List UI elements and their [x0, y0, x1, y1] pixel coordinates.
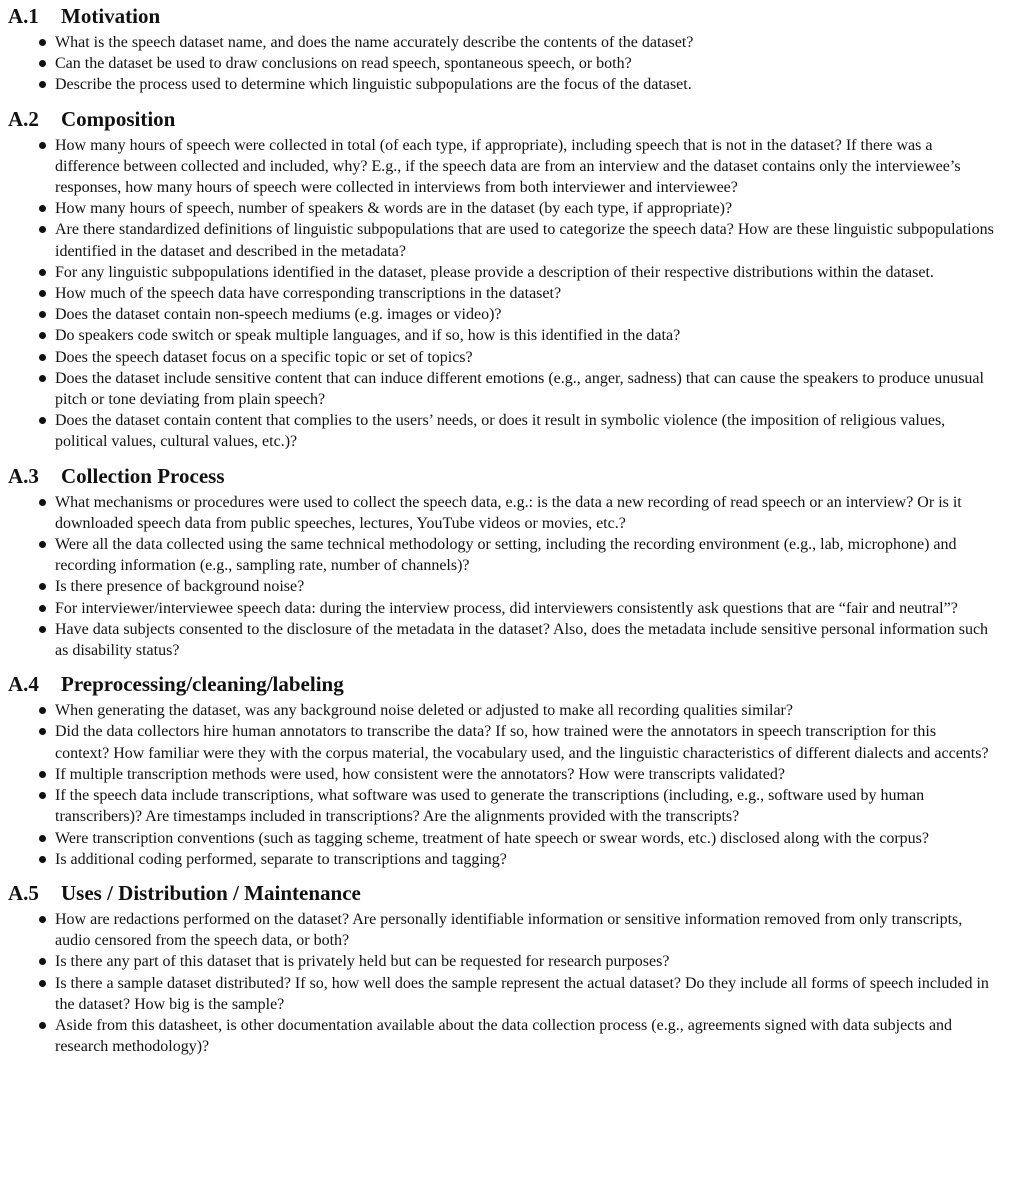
question-text: What mechanisms or procedures were used to collect the speech data, e.g.: is the data a new recording of read speech or an interview? Or is it downloaded speech data from public speeches, lectures, YouTube videos or movies, etc.? [55, 493, 962, 532]
bullet-icon [39, 605, 46, 612]
bullet-icon [39, 142, 46, 149]
bullet-icon [39, 499, 46, 506]
bullet-icon [39, 60, 46, 67]
question-item [8, 764, 994, 785]
question-item [8, 700, 994, 721]
question-item [8, 951, 994, 972]
bullet-icon [39, 1022, 46, 1029]
bullet-icon [39, 792, 46, 799]
question-item [8, 849, 994, 870]
question-item [8, 534, 994, 576]
question-item [8, 492, 994, 534]
section-heading [8, 464, 994, 488]
question-item [8, 1015, 994, 1057]
question-text: Is there any part of this dataset that is privately held but can be requested for research purposes? [55, 953, 670, 971]
bullet-icon [39, 354, 46, 361]
question-text: Did the data collectors hire human annotators to transcribe the data? If so, how trained were the annotators in speech transcription for this context? How familiar were they with the corpus material, the vocabulary used, and the linguistic characteristics of different dialects and accents? [55, 723, 989, 762]
question-list [8, 909, 994, 1057]
question-item [8, 619, 994, 661]
section-number: A.2 [8, 106, 39, 131]
question-text: For any linguistic subpopulations identified in the dataset, please provide a description of their respective distributions within the dataset. [55, 263, 934, 281]
section [8, 464, 994, 662]
question-item [8, 135, 994, 199]
question-text: Do speakers code switch or speak multiple languages, and if so, how is this identified in the data? [55, 327, 681, 345]
bullet-icon [39, 707, 46, 714]
question-item [8, 785, 994, 827]
question-text: Does the dataset contain content that complies to the users’ needs, or does it result in symbolic violence (the imposition of religious values, political values, cultural values, etc.)? [55, 412, 946, 451]
bullet-icon [39, 332, 46, 339]
question-text: Describe the process used to determine which linguistic subpopulations are the focus of the dataset. [55, 76, 692, 94]
bullet-icon [39, 626, 46, 633]
bullet-icon [39, 541, 46, 548]
bullet-icon [39, 39, 46, 46]
bullet-icon [39, 771, 46, 778]
question-text: How much of the speech data have corresponding transcriptions in the dataset? [55, 285, 562, 303]
question-text: For interviewer/interviewee speech data: during the interview process, did interviewers consistently ask questions that are “fair and neutral”? [55, 599, 958, 617]
question-text: Is there a sample dataset distributed? If so, how well does the sample represent the actual dataset? Do they include all forms of speech included in the dataset? How big is the sample? [55, 974, 989, 1013]
question-item [8, 973, 994, 1015]
section-heading [8, 107, 994, 131]
question-list [8, 700, 994, 870]
question-item [8, 198, 994, 219]
question-text: If multiple transcription methods were used, how consistent were the annotators? How were transcripts validated? [55, 765, 785, 783]
question-item [8, 410, 994, 452]
bullet-icon [39, 958, 46, 965]
question-text: Does the speech dataset focus on a specific topic or set of topics? [55, 348, 473, 366]
question-item [8, 576, 994, 597]
question-text: What is the speech dataset name, and does the name accurately describe the contents of the dataset? [55, 34, 694, 51]
bullet-icon [39, 916, 46, 923]
bullet-icon [39, 728, 46, 735]
bullet-icon [39, 81, 46, 88]
section-title: Uses / Distribution / Maintenance [61, 880, 361, 905]
question-item [8, 828, 994, 849]
section-number: A.3 [8, 463, 39, 488]
bullet-icon [39, 269, 46, 276]
question-text: How are redactions performed on the dataset? Are personally identifiable information or sensitive information removed from only transcripts, audio censored from the speech data, or both? [55, 910, 963, 950]
section-title: Composition [61, 106, 176, 131]
question-item [8, 347, 994, 368]
question-item [8, 219, 994, 261]
question-text: How many hours of speech were collected in total (of each type, if appropriate), including speech that is not in the dataset? If there was a difference between collected and included, why? E.g., if the speech data are from an interview and the dataset contains only the interviewee’s responses, how many hours of speech were collected in interviews from both interviewer and interviewee? [55, 136, 961, 197]
question-text: Is there presence of background noise? [55, 578, 305, 596]
bullet-icon [39, 290, 46, 297]
section-heading [8, 4, 994, 28]
bullet-icon [39, 856, 46, 863]
question-item [8, 283, 994, 304]
question-text: How many hours of speech, number of speakers & words are in the dataset (by each type, if appropriate)? [55, 200, 733, 218]
section-heading [8, 672, 994, 696]
question-text: If the speech data include transcriptions, what software was used to generate the transcriptions (including, e.g., software used by human transcribers)? Are timestamps included in transcriptions? Are the alignments provided with the transcripts? [55, 787, 925, 826]
section-heading [8, 881, 994, 905]
question-item [8, 262, 994, 283]
section [8, 881, 994, 1057]
question-item [8, 721, 994, 763]
section-title: Motivation [61, 4, 161, 28]
section [8, 672, 994, 870]
section-number: A.4 [8, 672, 39, 697]
question-text: Were all the data collected using the same technical methodology or setting, including the recording environment (e.g., lab, microphone) and recording information (e.g., sampling rate, number of channels)? [55, 536, 957, 575]
question-list [8, 492, 994, 662]
bullet-icon [39, 417, 46, 424]
bullet-icon [39, 375, 46, 382]
question-text: Does the dataset contain non-speech mediums (e.g. images or video)? [55, 306, 502, 324]
section-title: Collection Process [61, 463, 225, 488]
question-list [8, 135, 994, 453]
question-text: Is additional coding performed, separate to transcriptions and tagging? [55, 850, 507, 868]
section-number: A.1 [8, 4, 39, 28]
question-item [8, 32, 994, 53]
question-item [8, 74, 994, 95]
question-list [8, 32, 994, 96]
bullet-icon [39, 980, 46, 987]
question-text: Can the dataset be used to draw conclusions on read speech, spontaneous speech, or both? [55, 55, 632, 73]
bullet-icon [39, 311, 46, 318]
bullet-icon [39, 226, 46, 233]
question-text: Aside from this datasheet, is other documentation available about the data collection process (e.g., agreements signed with data subjects and research methodology)? [55, 1016, 953, 1056]
section-title: Preprocessing/cleaning/labeling [61, 672, 344, 697]
section [8, 4, 994, 96]
question-item [8, 598, 994, 619]
section-number: A.5 [8, 880, 39, 905]
question-text: When generating the dataset, was any background noise deleted or adjusted to make all recording qualities similar? [55, 702, 793, 720]
question-text: Are there standardized definitions of linguistic subpopulations that are used to categorize the speech data? How are these linguistic subpopulations identified in the dataset and described in the metadata? [55, 221, 994, 260]
bullet-icon [39, 835, 46, 842]
question-text: Does the dataset include sensitive content that can induce different emotions (e.g., anger, sadness) that can cause the speakers to produce unusual pitch or tone deviating from plain speech? [55, 369, 984, 409]
question-item [8, 368, 994, 410]
question-text: Were transcription conventions (such as tagging scheme, treatment of hate speech or swear words, etc.) disclosed along with the corpus? [55, 829, 929, 847]
bullet-icon [39, 205, 46, 212]
section [8, 107, 994, 453]
question-item [8, 909, 994, 951]
bullet-icon [39, 583, 46, 590]
question-item [8, 325, 994, 346]
question-text: Have data subjects consented to the disclosure of the metadata in the dataset? Also, does the metadata include sensitive personal information such as disability status? [55, 620, 989, 660]
question-item [8, 53, 994, 74]
question-item [8, 304, 994, 325]
